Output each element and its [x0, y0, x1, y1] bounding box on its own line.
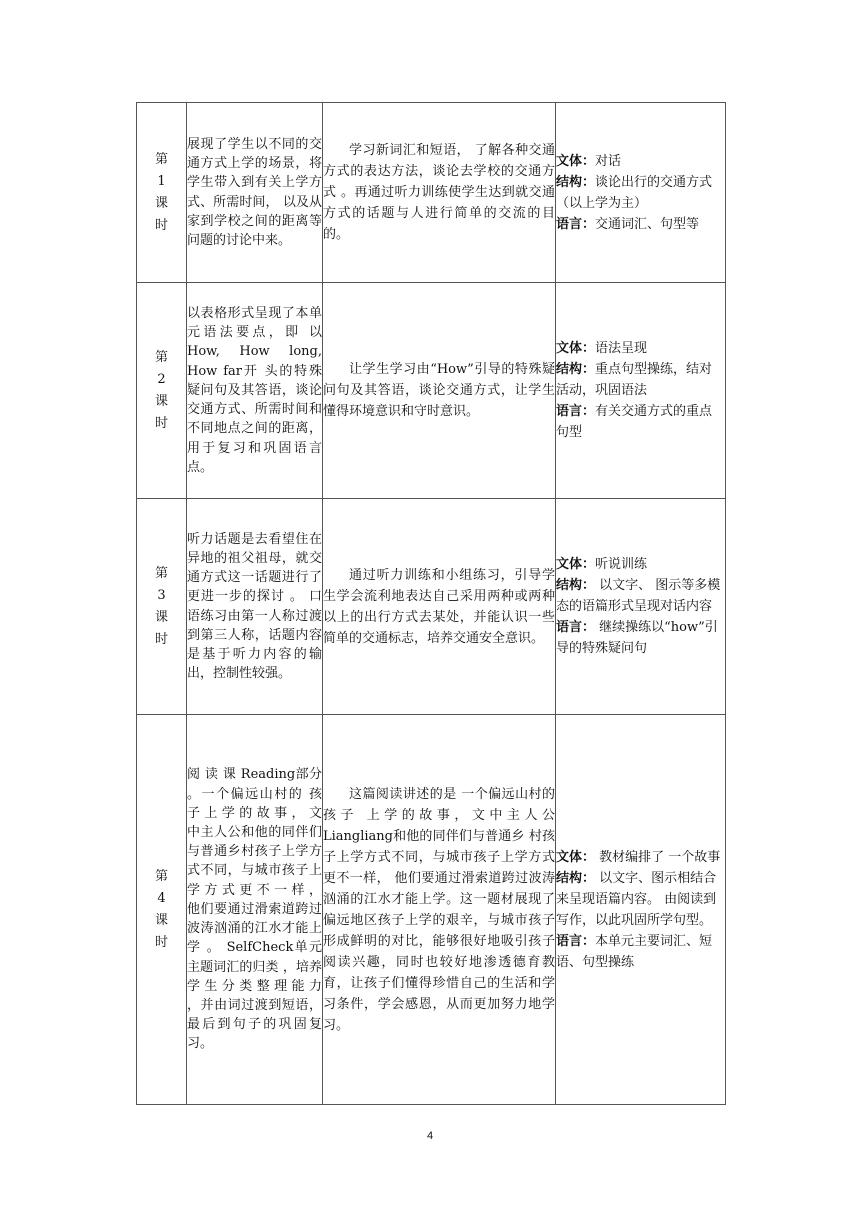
lesson-char: 时 — [154, 415, 168, 431]
genre-value: 对话 — [595, 153, 622, 169]
lesson-number: 4 — [157, 890, 166, 906]
language-label: 语言： — [556, 404, 596, 419]
structure-label: 结构： — [556, 870, 596, 886]
lesson-plan-table — [136, 102, 726, 1105]
content-description: 以表格形式呈现了本单元语法要点，即 以 How, How long, How far开 头的特殊疑问句及其答语，谈论交通方式、所需时间和不同地点之间的距离，用于复习和巩固语言点。 — [187, 283, 323, 499]
lesson-char: 课 — [154, 195, 168, 211]
teaching-goal: 通过听力训练和小组练习，引导学生学会流利地表达自己采用两种或两种以上的出行方式去某处，并能认识一些简单的交通标志，培养交通安全意识。 — [323, 499, 556, 715]
table-row — [137, 715, 726, 1105]
language-label: 语言： — [556, 620, 596, 635]
lesson-number: 1 — [157, 173, 166, 189]
lesson-char: 课 — [154, 609, 168, 625]
lesson-char: 第 — [154, 151, 168, 167]
lesson-label — [137, 499, 187, 715]
lesson-char: 第 — [154, 868, 168, 884]
lesson-char: 第 — [154, 349, 168, 365]
table-row — [137, 103, 726, 283]
text-analysis — [556, 715, 726, 1105]
language-value: 本单元主要词汇、短语、句型操练 — [556, 933, 713, 970]
text-analysis — [556, 283, 726, 499]
lesson-label — [137, 715, 187, 1105]
lesson-label — [137, 103, 187, 283]
teaching-goal: 让学生学习由“How”引导的特殊疑问句及其答语，谈论交通方式，让学生懂得环境意识和守时意识。 — [323, 283, 556, 499]
lesson-number: 3 — [157, 587, 166, 603]
lesson-char: 时 — [154, 934, 168, 950]
content-description: 阅 读 课 Reading部分 。一个偏远山村的 孩 子 上 学 的 故 事 ， 文中主人公和他的同伴们与普通乡村孩子上学方式不同，与城市孩子上 学 方 式 更 不 一 样 ， 他们要通过滑索道跨过波涛汹涌的江水才能上学 。 SelfCheck单元主题词汇的归类 ，培养学 生 分 类 整 理 能 力 ，并由词过渡到短语，最后到句子的巩固复习。 — [187, 715, 323, 1105]
lesson-char: 课 — [154, 912, 168, 928]
lesson-char: 第 — [154, 565, 168, 581]
structure-label: 结构： — [556, 174, 596, 190]
table-row — [137, 283, 726, 499]
lesson-char: 课 — [154, 393, 168, 409]
genre-label: 文体： — [556, 341, 596, 356]
lesson-label — [137, 283, 187, 499]
genre-label: 文体： — [556, 849, 596, 865]
structure-value: 重点句型操练，结对活动，巩固语法 — [556, 362, 713, 398]
table-row — [137, 499, 726, 715]
language-label: 语言： — [556, 933, 596, 949]
structure-value: 以文字、 图示等多模态的语篇形式呈现对话内容 — [556, 578, 721, 614]
genre-value: 语法呈现 — [595, 341, 648, 356]
genre-value: 教材编排了 一个故事 — [595, 849, 721, 865]
structure-label: 结构： — [556, 578, 596, 593]
page-number: 4 — [426, 1130, 434, 1142]
structure-label: 结构： — [556, 362, 596, 377]
genre-value: 听说训练 — [595, 557, 648, 572]
structure-value: 谈论出行的交通方式（以上学为主） — [556, 174, 713, 211]
content-description: 听力话题是去看望住在异地的祖父祖母，就交通方式这一话题进行了更进一步的探讨 。 口语练习由第一人称过渡到第三人称，话题内容是基于听力内容的输出，控制性较强。 — [187, 499, 323, 715]
language-value: 继续操练以“how”引导的特殊疑问句 — [556, 620, 718, 656]
lesson-char: 时 — [154, 217, 168, 233]
language-value: 有关交通方式的重点句型 — [556, 404, 713, 440]
teaching-goal: 这篇阅读讲述的是 一个偏远山村的孩子 上学的故事，文中主人公Liangliang和他的同伴们与普通乡 村孩子上学方式不同，与城市孩子上学方式更不一样， 他们要通过滑索道跨过波涛汹涌的江水才能上学。这一题材展现了偏远地区孩子上学的艰辛，与城市孩子形成鲜明的对比，能够很好地吸引孩子阅读兴趣，同时也较好地渗透德育教育，让孩子们懂得珍惜自己的生活和学习条件，学会感恩，从而更加努力地学习。 — [323, 715, 556, 1105]
text-analysis — [556, 103, 726, 283]
structure-value: 以文字、图示相结合来呈现语篇内容。 由阅读到写作，以此巩固所学句型。 — [556, 870, 717, 928]
language-label: 语言： — [556, 216, 596, 232]
language-value: 交通词汇、句型等 — [595, 216, 700, 232]
genre-label: 文体： — [556, 153, 596, 169]
text-analysis — [556, 499, 726, 715]
teaching-goal: 学习新词汇和短语， 了解各种交通方式的表达方法，谈论去学校的交通方式 。再通过听力训练使学生达到就交通方式的话题与人进行简单的交流的目的。 — [323, 103, 556, 283]
content-description: 展现了学生以不同的交通方式上学的场景，将学生带入到有关上学方式、所需时间， 以及从家到学校之间的距离等问题的讨论中来。 — [187, 103, 323, 283]
lesson-number: 2 — [157, 371, 166, 387]
lesson-char: 时 — [154, 631, 168, 647]
genre-label: 文体： — [556, 557, 596, 572]
